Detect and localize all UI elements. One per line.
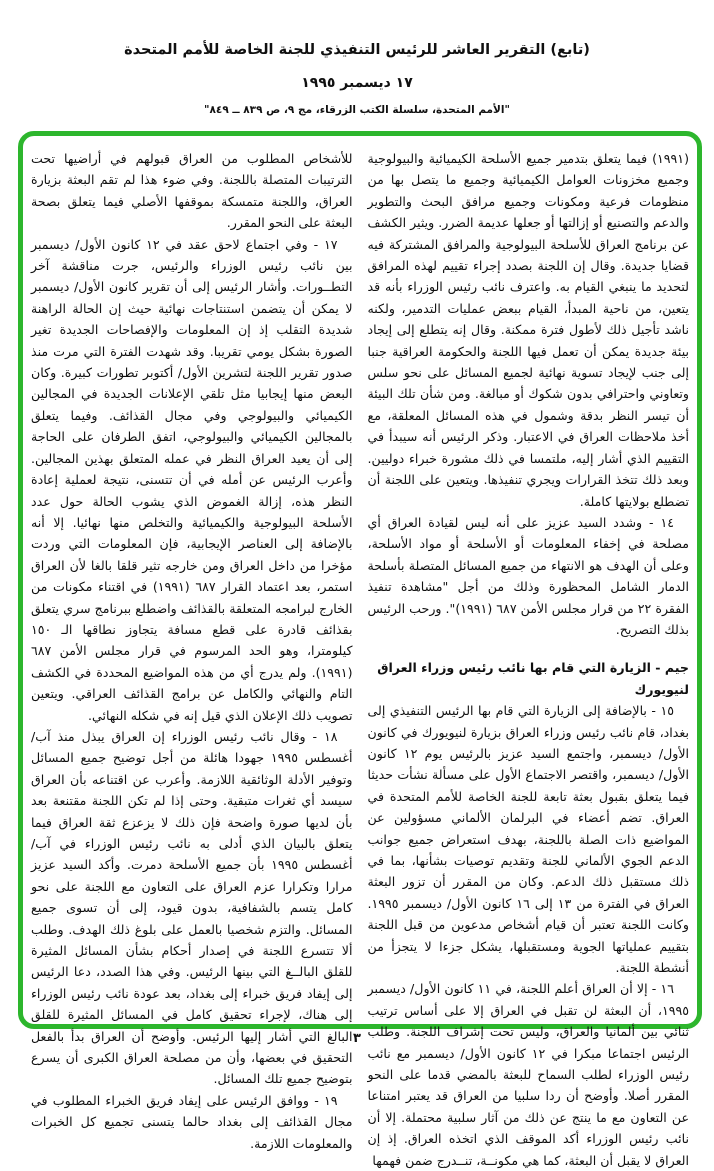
report-date: ١٧ ديسمبر ١٩٩٥ bbox=[301, 75, 413, 91]
paragraph-15: ١٥ - بالإضافة إلى الزيارة التي قام بها الرئيس التنفيذي إلى بغداد، قام نائب رئيس وزراء العراق بزيارة لنيويورك في كانون الأول/ ديسمبر، واجتمع السيد عزيز بالرئيس يوم ١٢ كانون الأول/ ديسمبر، واقتصر الاجتماع الأول على مسألة نشأت حديثا فيما يتعلق بقبول بعثة تابعة للجنة الخاصة للأمم المتحدة في العراق. تضم أعضاء في البرلمان الألماني مسؤولين عن المواضيع ذات الصلة باللجنة، بهدف استعراض جميع جوانب الدعم الجوي الألماني للجنة وتقديم توصيات بشأنها، بما في ذلك مستقبل ذلك الدعم. وكان من المقرر أن تزور البعثة العراق في الفترة من ١٣ إلى ١٦ كانون الأول/ ديسمبر ١٩٩٥. وكانت اللجنة تعتبر أن قيام أشخاص مدعوين من قبل اللجنة بتقييم عملياتها الجوية ومستقبلها، يشكل جزءا لا يتجزأ من أنشطة اللجنة. bbox=[367, 703, 690, 976]
paragraph-16-continuation: للأشخاص المطلوب من العراق قبولهم في أراضيها تحت الترتيبات المتصلة باللجنة. وفي ضوء هذا لم تقم البعثة بزيارة العراق، واللجنة متمسكة بموقفها الأصلي فيما يتعلق بصحة البعثة على النحو المقرر. bbox=[31, 151, 353, 231]
source-citation: "الأمم المتحدة، سلسلة الكتب الزرقاء، مج ٩، ص ٨٣٩ ــ ٨٤٩" bbox=[204, 104, 510, 116]
paragraph-14: ١٤ - وشدد السيد عزيز على أنه ليس لقيادة العراق أي مصلحة في إخفاء المعلومات أو الأسلحة أو مواد الأسلحة، وعلى أن الهدف هو الانتهاء من جميع المسائل المتصلة بأسلحة الدمار الشامل المحظورة وذلك من أجل "مشاهدة تنفيذ الفقرة ٢٢ من قرار مجلس الأمن ٦٨٧ (١٩٩١)". ورحب الرئيس بذلك التصريح. bbox=[367, 514, 689, 637]
paragraph-17: ١٧ - وفي اجتماع لاحق عقد في ١٢ كانون الأول/ ديسمبر بين نائب رئيس الوزراء والرئيس، جرت مناقشة آخر التطــورات. وأشار الرئيس إلى أن تقرير كانون الأول/ ديسمبر لا يمكن أن يتضمن استنتاجات نهائية حيث إن الحالة الراهنة شديدة التقلب إذ إن المعلومات والإفصاحات الجديدة تغير الصورة بشكل يومي تقريبا. وقد شهدت الفترة التي مرت منذ صدور تقرير اللجنة لتشرين الأول/ أكتوبر تطورات كبيرة. وكان البعض منها إيجابيا مثل تلقي الإعلانات الجديدة في المجالين الكيميائي والبيولوجي وفي مجال القذائف. وفيما يتعلق بالمجالين الكيميائي والبيولوجي، اتفق الطرفان على الحاجة إلى أن يعيد العراق النظر في عمله المتعلق بهذين المجالين. وأعرب الرئيس عن أمله في أن تتسنى، نتيجة لعملية إعادة النظر هذه، إزالة الغموض الذي يشوب الحالة حول عدد الأسلحة البيولوجية والكيميائية والتخلص منها نهائيا. إلا أنه بالإضافة إلى العناصر الإيجابية، فإن المعلومات التي وردت مؤخرا من داخل العراق ومن خارجه تثير قلقا بالغا لأن العراق استمر، بعد اعتماد القرار ٦٨٧ (١٩٩١) في اقتناء مكونات من الخارج لبرامجه المتعلقة بالقذائف واضطلع ببرنامج سري يتعلق بقذائف قادرة على قطع مسافة يتجاوز نطاقها الـ ١٥٠ كيلومترا، وهو الحد المرسوم في قرار مجلس الأمن ٦٨٧ (١٩٩١). ولم يدرج أي من هذه المواضيع المحددة في الكشف التام والنهائي والكامل عن برامج القذائف العراقي. ويتعين تصويب ذلك الإعلان الذي قيل إنه في شكله النهائي. bbox=[31, 236, 353, 723]
paragraph-13-continuation: (١٩٩١) فيما يتعلق بتدمير جميع الأسلحة الكيميائية والبيولوجية وجميع مخزونات العوامل الكيميائية وجميع ما يتصل بها من منظومات فرعية ومكونات وجميع مرافق البحث والتطوير والدعم والتصنيع أو إزالتها أو جعلها عديمة الضرر. ويثير الكشف عن برنامج العراق للأسلحة البيولوجية والمرافق المشتركة فيه قضايا جديدة. وقال إن اللجنة بصدد إجراء تقييم لهذه المرافق لتحديد ما ينبغي القيام به. واعترف نائب رئيس الوزراء بأنه قد يتعين، من ناحية المبدأ، القيام ببعض عمليات التدمير، ولكنه ناشد تأجيل ذلك لأطول فترة ممكنة. وقال إنه يتطلع إلى إيجاد بيئة جديدة يمكن أن تعمل فيها اللجنة والحكومة العراقية جنبا إلى جنب لإيجاد تسوية نهائية لجميع المسائل على نحو سلس وتعاوني واحترافي بدون شكوك أو مبالغة. ومن شأن تلك البيئة أن تيسر النظر بدقة وشمول في هذه المسائل المعلقة، مع أخذ ملاحظات العراق في الاعتبار. وذكر الرئيس أنه سيبدأ في التقييم الذي أشار إليه، ملتمسا في ذلك مشورة خبراء دوليين. وبعد ذلك تتخذ القرارات ويجري تنفيذها. ويتعين على اللجنة أن تضطلع بولايتها كاملة. bbox=[367, 151, 689, 509]
column-right bbox=[367, 148, 690, 1168]
page-header bbox=[0, 42, 714, 116]
column-left bbox=[31, 148, 353, 1151]
paragraph-18: ١٨ - وقال نائب رئيس الوزراء إن العراق يبذل منذ آب/ أغسطس ١٩٩٥ جهودا هائلة من أجل توضيح جميع المسائل وتوفير الأدلة الوثائقية اللازمة. وأعرب عن اقتناعه بأن العراق سيسد أي ثغرات متبقية. وحتى إذا لم تكن اللجنة مقتنعة بعد بأن لديها صورة واضحة فإن ذلك لا يزعزع ثقة العراق فيما يتعلق بالبيان الذي أدلى به نائب رئيس الوزراء في آب/ أغسطس ١٩٩٥ بأن جميع الأسلحة دمرت. وأكد السيد عزيز مرارا وتكرارا عزم العراق على التعاون مع اللجنة على نحو كامل يتسم بالشفافية، بدون قيود، إلى أن تسوى جميع المسائل. والتزم شخصيا بالعمل على بلوغ ذلك الهدف. وطلب ألا تتسرع اللجنة في إصدار أحكام بشأن المسائل المثيرة للقلق البالــغ التي بينها الرئيس. وفي هذا الصدد، دعا الرئيس إلى إيفاد فريق خبراء إلى بغداد، بعد عودة نائب رئيس الوزراء إلى هناك، لإجراء تحقيق كامل في المسائل المثيرة للقلق البالغ التي أشار إليها الرئيس. وأوضح أن العراق بدأ بالفعل التحقيق في بعضها، وأن من مصلحة العراق الكبرى أن يسرع بتوضيح جميع تلك المسائل. bbox=[31, 728, 353, 1087]
paragraph-19: ١٩ - ووافق الرئيس على إيفاد فريق الخبراء المطلوب في مجال القذائف إلى بغداد حالما يتسنى تجميع كل الخبرات والمعلومات اللازمة. bbox=[31, 1092, 353, 1151]
report-title: (تابع) التقرير العاشر للرئيس التنفيذي للجنة الخاصة للأمم المتحدة bbox=[124, 42, 590, 58]
section-heading-jeem: جيم - الزيارة التي قام بها نائب رئيس وزراء العراق لنيويورك bbox=[377, 660, 689, 697]
content-frame bbox=[18, 131, 702, 1168]
paragraph-16: ١٦ - إلا أن العراق أعلم اللجنة، في ١١ كانون الأول/ ديسمبر ١٩٩٥، أن البعثة لن تقبل في العراق إلا على أساس ترتيب ثنائي بين ألمانيا والعراق، وليس تحت إشراف اللجنة. وطلب الرئيس اجتماعا مبكرا في ١٢ كانون الأول/ ديسمبر مع نائب رئيس الوزراء لطلب السماح للبعثة بالمضي قدما على النحو المقرر أصلا. وأوضح أن ردا سلبيا من العراق قد يعتبر امتناعا عن التعاون مع ما ينتج عن ذلك من آثار سلبية محتملة. إلا أن نائب رئيس الوزراء أكد الموقف الذي اتخذه العراق. إذ إن العراق لا يقبل أن البعثة، كما هي مكونــة، تنــدرج ضمن فهمها bbox=[367, 981, 689, 1168]
page-number: ٣ bbox=[353, 1031, 361, 1046]
